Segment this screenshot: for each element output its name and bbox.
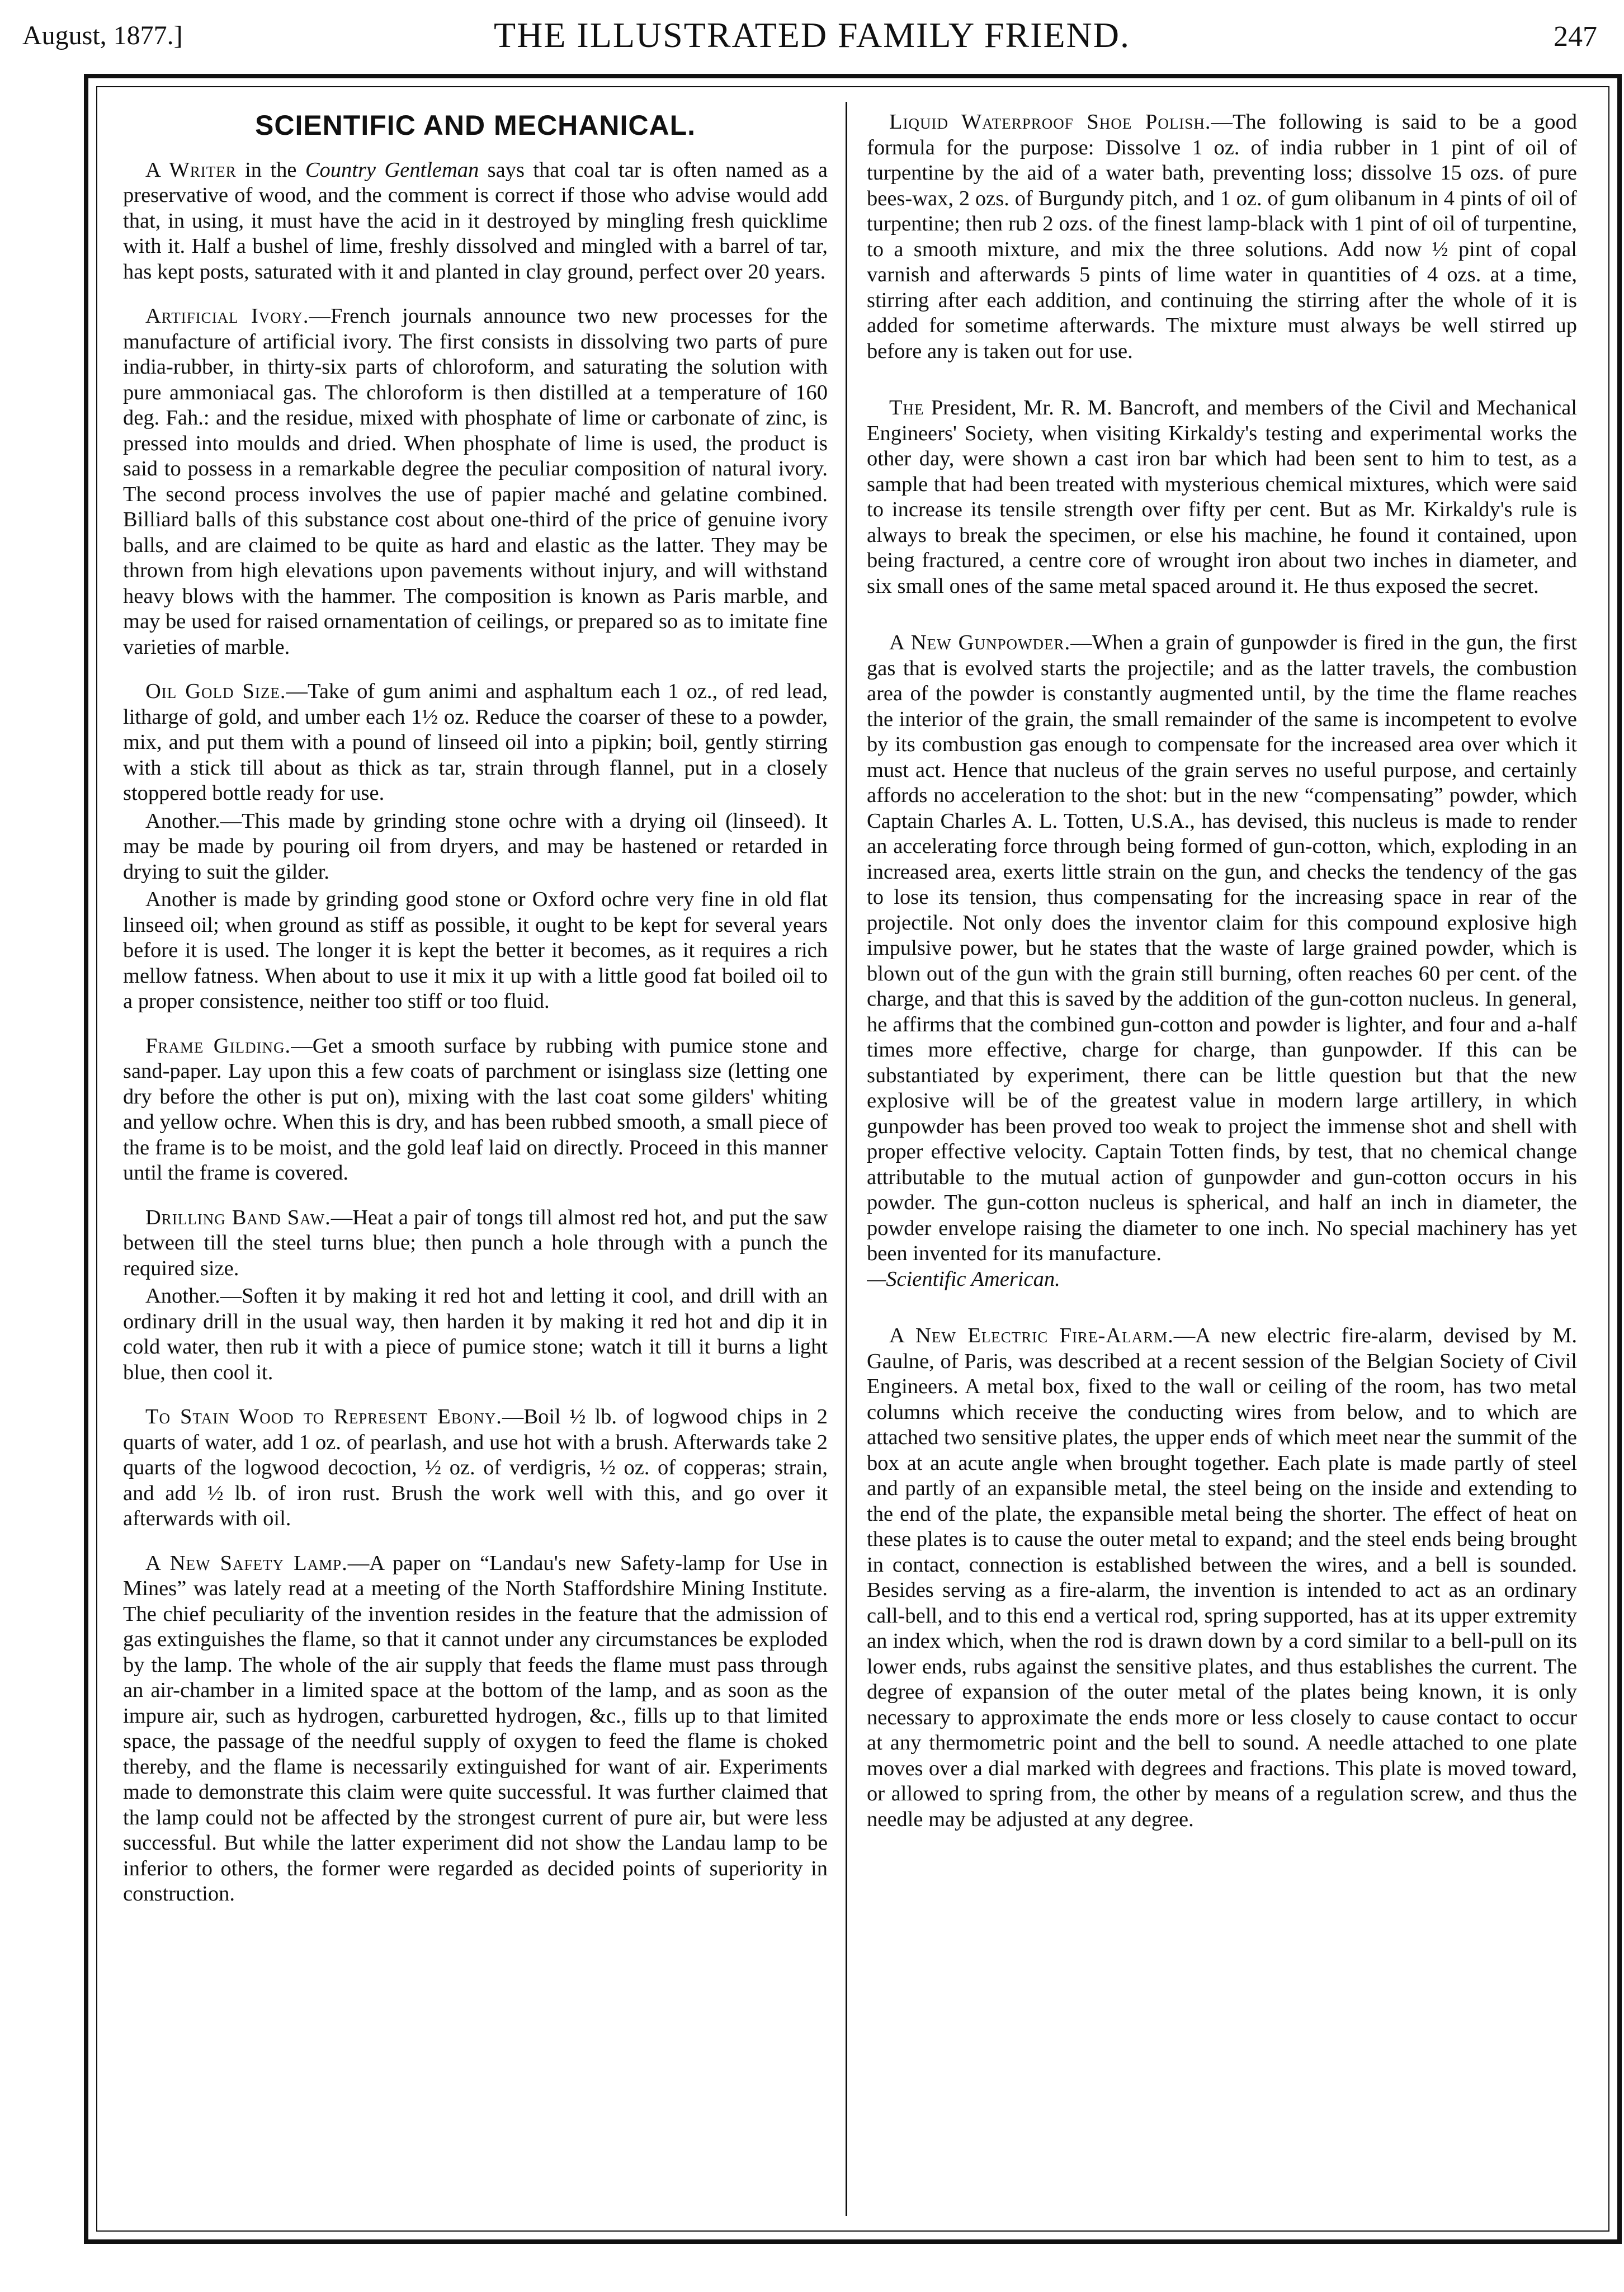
- article-text: —When a grain of gunpowder is fired in the gun, the first gas that is evolved starts the projectile; and as the latter travels, the combustion area of the powder is constantly augmented until, by the time the flame reaches the interior of the grain, the small remainder of the same is incompetent to evolve by its combustion gas enough to compensate for the increased area over which it must act. Hence that nucleus of the grain serves no useful purpose, and certainly affords no acceleration to the shot: but in the new “compensating” powder, which Captain Charles A. L. Totten, U.S.A., has devised, this nucleus is made to render an accelerating force through being formed of gun-cotton, which, exploding in an increased area, exerts little strain on the gun, and checks the tendency of the gas to lose its tension, thus compensating for the increasing space in rear of the projectile. Not only does the inventor claim for this compound explosive high impulsive power, but he states that the waste of large grained powder, which is blown out of the gun with the grain still burning, often reaches 60 per cent. of the charge, and that this is saved by the addition of the gun-cotton nucleus. In general, he affirms that the combined gun-cotton and powder is lighter, and four and a-half times more effective, charge for charge, than gunpowder. If this can be substantiated by experiment, there can be little question but that the new explosive will be of the greatest value in modern large artillery, in which gunpowder has been proved too weak to project the immense shot and shell with proper effective velocity. Captain Totten finds, by test, that no chemical change attributable to the mutual action of gunpowder and gun-cotton occurs in his powder. The gun-cotton nucleus is spherical, and half an inch in diameter, the powder envelope raising the diameter to one inch. No special machinery has yet been invented for its manufacture.: [867, 631, 1577, 1265]
- article-text: —A paper on “Landau's new Safety-lamp for Use in Mines” was lately read at a meeting of the North Staffordshire Mining Institute. The chief peculiarity of the invention resides in the feature that the admission of gas extinguishes the flame, so that it cannot under any circumstances be exploded by the lamp. The whole of the air supply that feeds the flame must pass through an air-chamber in a limited space at the bottom of the lamp, and as soon as the impure air, such as hydrogen, carburetted hydrogen, &c., fills up to that limited space, the passage of the needful supply of oxygen to feed the flame is choked thereby, and the flame is necessarily extinguished for want of air. Experiments made to demonstrate this claim were quite successful. It was further claimed that the lamp could not be affected by the strongest current of pure air, but were less successful. But while the latter experiment did not show the Landau lamp to be inferior to others, the former were regarded as decided points of superiority in construction.: [123, 1551, 828, 1906]
- article-head: A New Safety Lamp.: [145, 1551, 348, 1575]
- article-drilling-band-saw-another: [123, 1284, 828, 1385]
- article-credit: —Scientific American.: [867, 1267, 1060, 1291]
- section-title: SCIENTIFIC AND MECHANICAL.: [254, 110, 696, 141]
- article-head: To Stain Wood to Represent Ebony.: [145, 1405, 502, 1428]
- article-text: Another is made by grinding good stone or Oxford ochre very fine in old flat linseed oil; when ground as stiff as possible, it ought to be kept for several years before it is used. The longer it is kept the better it becomes, as it requires a rich mellow fatness. When about to use it mix it up with a little good fat boiled oil to a proper consistence, neither too stiff or too fluid.: [123, 888, 828, 1013]
- article-oil-gold-size-another-1: [123, 809, 828, 885]
- article-stain-wood-ebony: [123, 1404, 828, 1532]
- publication-title: THE ILLUSTRATED FAMILY FRIEND.: [494, 15, 1130, 55]
- article-kirkaldy-test: [867, 395, 1577, 599]
- article-text: —Take of gum animi and asphaltum each 1 oz., of red lead, litharge of gold, and umber each 1½ oz. Reduce the coarser of these to a powder, mix, and put them with a pound of linseed oil into a pipkin; boil, gently stirring with a stick till about as thick as tar, strain through flannel, put in a closely stoppered bottle ready for use.: [123, 680, 828, 805]
- article-text: in the: [236, 158, 305, 182]
- article-head: Liquid Waterproof Shoe Polish.: [889, 110, 1211, 134]
- article-head: Drilling Band Saw.: [145, 1205, 331, 1229]
- article-text: says that coal tar is often named as a preservative of wood, and the comment is correct if those who advise would add that, in using, it must have the acid in it destroyed by mingling fresh quicklime with it. Half a bushel of lime, freshly dissolved and mingled with a barrel of tar, has kept posts, saturated with it and planted in clay ground, perfect over 20 years.: [123, 158, 828, 284]
- article-text: —Boil ½ lb. of logwood chips in 2 quarts of water, add 1 oz. of pearlash, and use hot with a brush. Afterwards take 2 quarts of the logwood decoction, ½ oz. of verdigris, ½ oz. of copperas; strain, and add ½ lb. of iron rust. Brush the work well with this, and go over it afterwards with oil.: [123, 1405, 828, 1530]
- article-text: Another.—Soften it by making it red hot and letting it cool, and drill with an ordinary drill in the usual way, then harden it by making it red hot and dip it in cold water, then rub it with a piece of pumice stone; watch it till it burns a light blue, then cool it.: [123, 1284, 828, 1384]
- right-column: [867, 110, 1577, 2208]
- page-number: 247: [1554, 21, 1597, 53]
- article-drilling-band-saw: [123, 1205, 828, 1282]
- issue-date: August, 1877.]: [22, 21, 183, 50]
- article-head: Artificial Ivory.: [145, 304, 309, 328]
- article-new-gunpowder: [867, 630, 1577, 1292]
- article-text: Another.—This made by grinding stone ochre with a drying oil (linseed). It may be made by pouring oil from dryers, and may be hastened or retarded in drying to suit the gilder.: [123, 809, 828, 884]
- article-head: A New Gunpowder.: [889, 631, 1071, 654]
- article-text: President, Mr. R. M. Bancroft, and members of the Civil and Mechanical Engineers' Society, when visiting Kirkaldy's testing and experimental works the other day, were shown a cast iron bar which had been sent to him to test, as a sample that had been treated with mysterious chemical mixtures, which were said to increase its tensile strength over fifty per cent. But as Mr. Kirkaldy's rule is always to break the specimen, or else his machine, he found it contained, upon being fractured, a centre core of wrought iron about two inches in diameter, and six small ones of the same metal spaced around it. He thus exposed the secret.: [867, 396, 1577, 598]
- article-fire-alarm: [867, 1323, 1577, 1832]
- article-head: A New Electric Fire-Alarm.: [889, 1324, 1174, 1347]
- article-head: Frame Gilding.: [145, 1034, 291, 1058]
- article-safety-lamp: [123, 1551, 828, 1907]
- article-text: —Get a smooth surface by rubbing with pumice stone and sand-paper. Lay upon this a few coats of parchment or isinglass size (letting one dry before the other is put on), mixing with the last coat some gilders' whiting and yellow ochre. When this is dry, and has been rubbed smooth, a small piece of the frame is to be moist, and the gold leaf laid on directly. Proceed in this manner until the frame is covered.: [123, 1034, 828, 1185]
- article-italic: Country Gentleman: [305, 158, 479, 182]
- article-text: —A new electric fire-alarm, devised by M. Gaulne, of Paris, was described at a recent session of the Belgian Society of Civil Engineers. A metal box, fixed to the wall or ceiling of the room, has two metal columns which receive the conducting wires from below, and to which are attached two sensitive plates, the upper ends of which meet near the summit of the box at an acute angle when brought together. Each plate is made partly of steel and partly of an expansible metal, the steel being on the inside and extending to the end of the plate, the expansible metal being the shorter. The effect of heat on these plates is to cause the outer metal to expand; and the steel ends being brought in contact, connection is established between the wires, and a bell is sounded. Besides serving as a fire-alarm, the invention is intended to act as an ordinary call-bell, and to this end a vertical rod, spring supported, has at its upper extremity an index which, when the rod is drawn down by a cord similar to a bell-pull on its lower ends, rubs against the sensitive plates, and thus establishes the current. The degree of expansion of the outer metal of the plates being known, it is only necessary to approximate the ends more or less closely to cause contact to occur at any thermometric point and the bell to sound. A needle attached to one plate moves over a dial marked with degrees and fractions. This plate is moved toward, or allowed to spring from, the other by means of a regulation screw, and thus the needle may be adjusted at any degree.: [867, 1324, 1577, 1831]
- article-head: Oil Gold Size.: [145, 680, 286, 703]
- article-oil-gold-size: [123, 679, 828, 807]
- page-frame: [84, 74, 1622, 2244]
- running-head: [22, 10, 1602, 72]
- article-head: A Writer: [145, 158, 237, 182]
- article-shoe-polish: [867, 110, 1577, 364]
- article-head: The: [889, 396, 924, 419]
- left-column: [123, 110, 828, 2208]
- article-frame-gilding: [123, 1034, 828, 1186]
- article-text: —Heat a pair of tongs till almost red hot, and put the saw between till the steel turns blue; then punch a hole through with a punch the required size.: [123, 1205, 828, 1280]
- article-text: —French journals announce two new processes for the manufacture of artificial ivory. The first consists in dissolving two parts of pure india-rubber, in thirty-six parts of chloroform, and saturating the solution with pure ammoniacal gas. The chloroform is then distilled at a temperature of 160 deg. Fah.: and the residue, mixed with phosphate of lime or carbonate of zinc, is pressed into moulds and dried. When phosphate of lime is used, the product is said to possess in a remarkable degree the peculiar composition of natural ivory. The second process involves the use of papier maché and gelatine combined. Billiard balls of this substance cost about one-third of the price of genuine ivory balls, and are claimed to be quite as hard and elastic as the latter. They may be thrown from high elevations upon pavements without injury, and will withstand heavy blows with the hammer. The composition is known as Paris marble, and may be used for raised ornamentation of ceilings, or prepared so as to imitate fine varieties of marble.: [123, 304, 828, 659]
- page-frame-inner: [96, 86, 1609, 2232]
- article-oil-gold-size-another-2: [123, 887, 828, 1015]
- article-coal-tar: [123, 158, 828, 285]
- article-text: —The following is said to be a good formula for the purpose: Dissolve 1 oz. of india rubber in 1 pint of oil of turpentine by the aid of a water bath, preventing loss; dissolve 15 ozs. of pure bees-wax, 2 ozs. of Burgundy pitch, and 1 oz. of gum olibanum in 4 pints of oil of turpentine; then rub 2 ozs. of the finest lamp-black with 1 pint of oil of turpentine, to a smooth mixture, and mix the three solutions. Add now ½ pint of copal varnish and afterwards 5 pints of lime water in quantities of 4 ozs. at a time, stirring after each addition, and continuing the stirring after the whole of it is added for sometime afterwards. The mixture must always be well stirred up before any is taken out for use.: [867, 110, 1577, 363]
- column-divider: [846, 102, 847, 2216]
- article-artificial-ivory: [123, 304, 828, 660]
